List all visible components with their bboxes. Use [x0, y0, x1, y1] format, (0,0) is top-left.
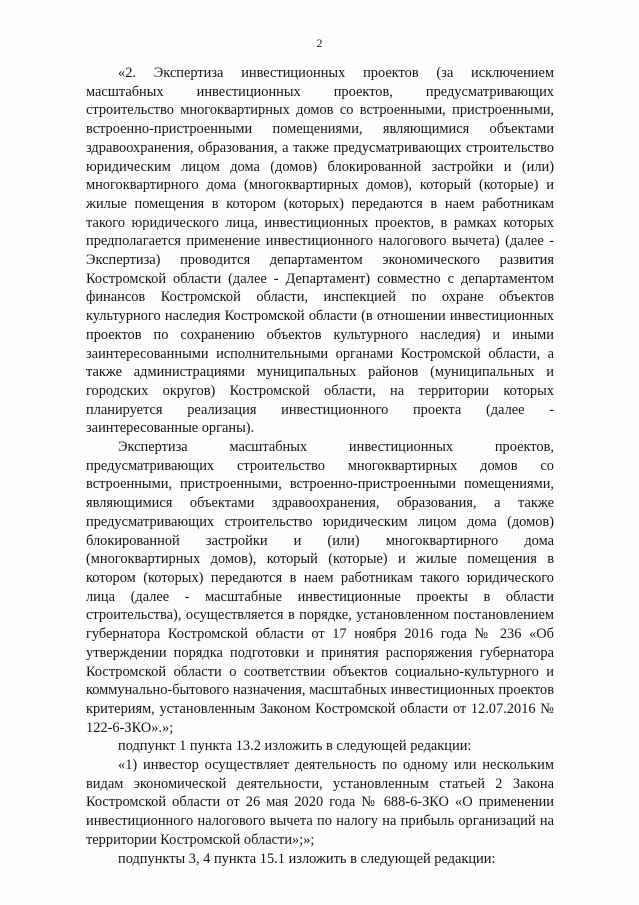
paragraph-amend-15-1: подпункты 3, 4 пункта 15.1 изложить в следующей редакции: — [118, 850, 496, 867]
page-number: 2 — [316, 36, 323, 50]
paragraph-amend-13-2: подпункт 1 пункта 13.2 изложить в следующей редакции: — [118, 738, 472, 755]
paragraph-investor-activity: «1) инвестор осуществляет деятельность по одному или нескольким видам экономической деятельности, установленным статьей 2 Закона Костромской области от 26 мая 2020 года № 688-6-ЗКО «О применении инвестиционного налогового вычета по налогу на прибыль организаций на территории Костромской области»;»; — [86, 757, 554, 848]
paragraph-large-scale-projects: Экспертиза масштабных инвестиционных проектов, предусматривающих строительство многоквартирных домов со встроенными, пристроенными, встроенно-пристроенными помещениями, являющимися объектами здравоохранения, образования, а также предусматривающих строительство юридическим лицом дома (домов) блокированной застройки и (или) многоквартирного дома (многоквартирных домов), который (которые) и жилые помещения в котором (которых) передаются в наем работникам такого юридического лица (далее - масштабные инвестиционные проекты в области строительства), осуществляется в порядке, установленном постановлением губернатора Костромской области от 17 ноября 2016 года № 236 «Об утверждении порядка подготовки и принятия распоряжения губернатора Костромской области о соответствии объектов социально-культурного и коммунально-бытового назначения, масштабных инвестиционных проектов критериям, установленным Законом Костромской области от 12.07.2016 № 122-6-ЗКО».»; — [86, 439, 554, 736]
document-body — [86, 64, 554, 868]
paragraph-expertise-definition: «2. Экспертиза инвестиционных проектов (за исключением масштабных инвестиционных проектов, предусматривающих строительство многоквартирных домов со встроенными, пристроенными, встроенно-пристроенными помещениями, являющимися объектами здравоохранения, образования, а также предусматривающих строительство юридическим лицом дома (домов) блокированной застройки и (или) многоквартирного дома (многоквартирных домов), который (которые) и жилые помещения в котором (которых) передаются в наем работникам такого юридического лица, инвестиционных проектов, в рамках которых предполагается применение инвестиционного налогового вычета) (далее - Экспертиза) проводится департаментом экономического развития Костромской области (далее - Департамент) совместно с департаментом финансов Костромской области, инспекцией по охране объектов культурного наследия Костромской области (в отношении инвестиционных проектов по сохранению объектов культурного наследия) и иными заинтересованными исполнительными органами Костромской области, а также администрациями муниципальных районов (муниципальных и городских округов) Костромской области, на территории которых планируется реализация инвестиционного проекта (далее - заинтересованные органы). — [86, 65, 554, 437]
